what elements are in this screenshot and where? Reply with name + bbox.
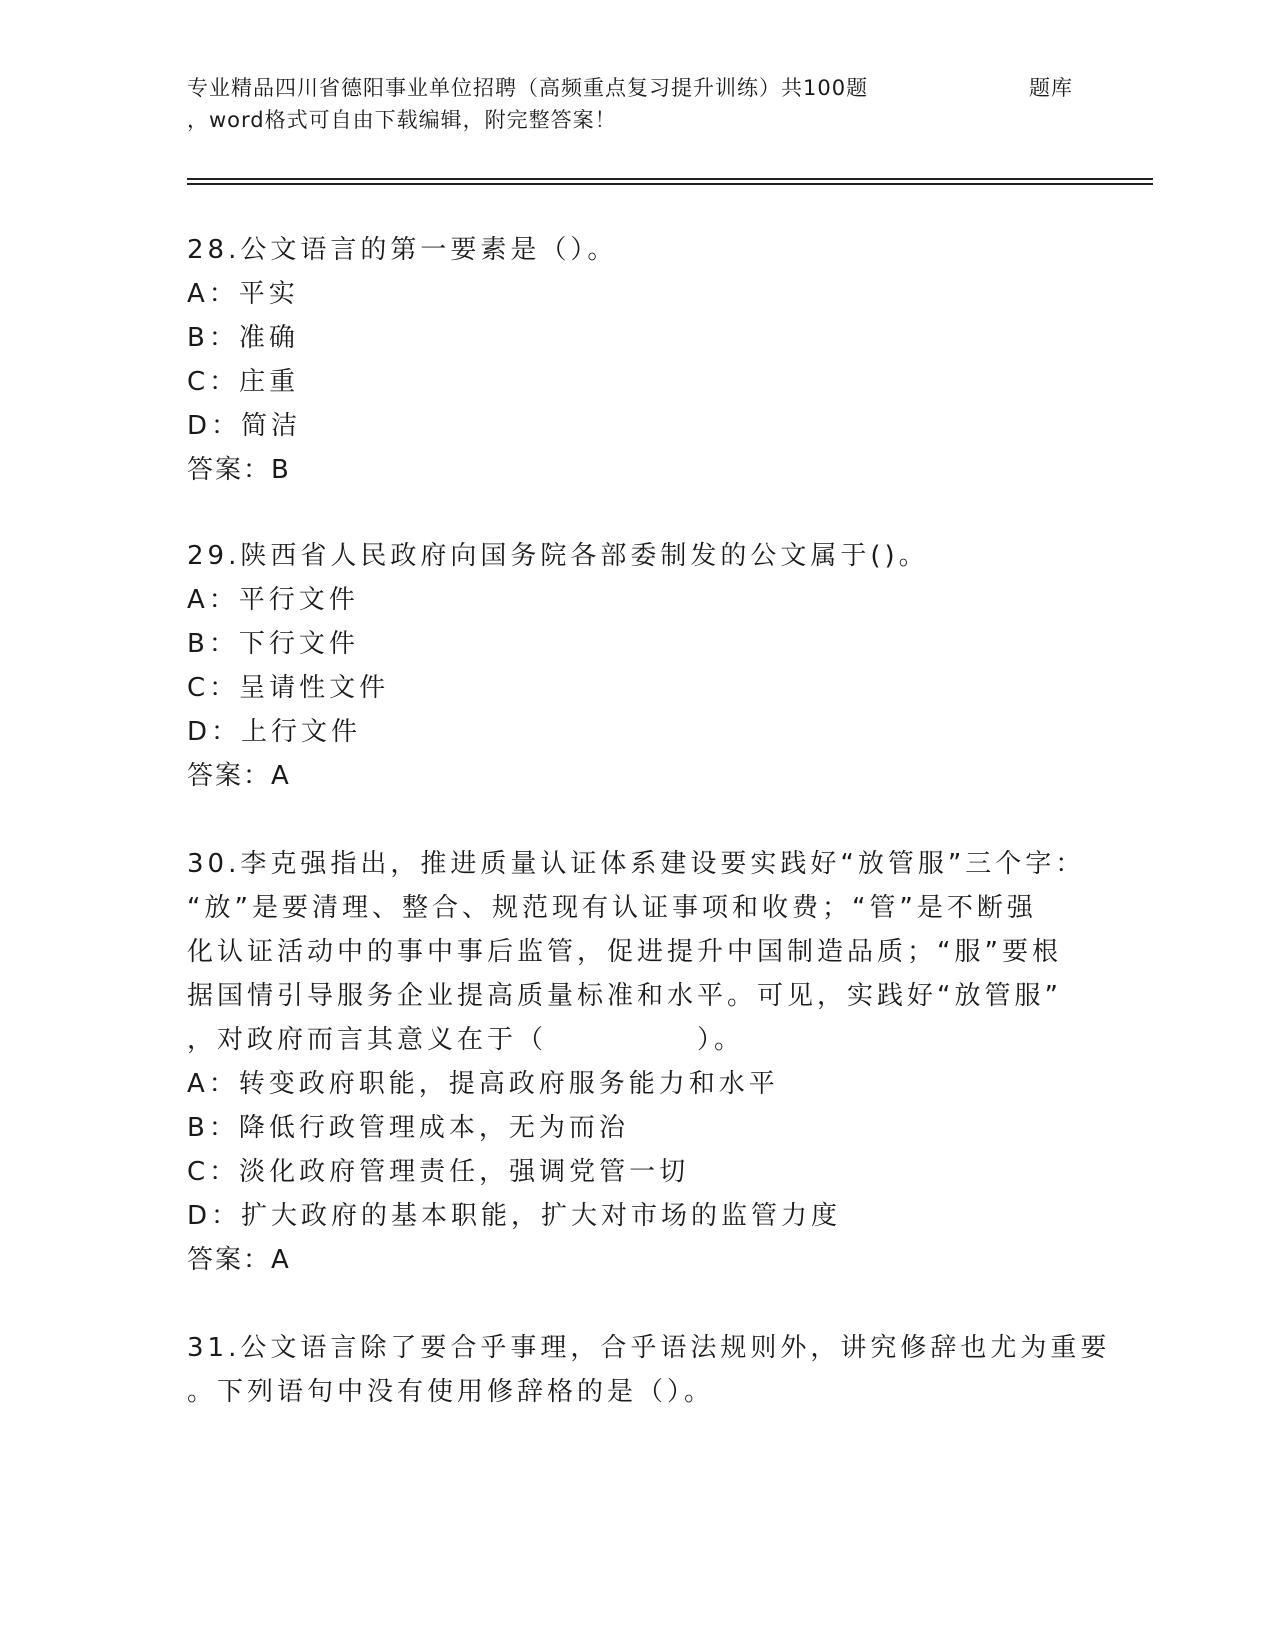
question-29-answer: 答案：A	[187, 761, 291, 791]
question-30-stem-line-5: ，对政府而言其意义在于（ ）。	[187, 1025, 745, 1055]
page-header	[187, 72, 1147, 136]
question-28-stem: 28.公文语言的第一要素是（）。	[187, 235, 618, 265]
question-30-option-c: C：淡化政府管理责任，强调党管一切	[187, 1157, 690, 1187]
question-30-stem-line-2: “放”是要清理、整合、规范现有认证事项和收费；“管”是不断强	[187, 893, 1037, 923]
question-28-option-d: D：简洁	[187, 411, 302, 441]
header-title: 专业精品四川省德阳事业单位招聘（高频重点复习提升训练）共100题	[187, 76, 869, 100]
question-30-answer: 答案：A	[187, 1245, 291, 1275]
question-30-option-d: D：扩大政府的基本职能，扩大对市场的监管力度	[187, 1201, 842, 1231]
question-29-option-d: D：上行文件	[187, 717, 362, 747]
question-28-answer: 答案：B	[187, 455, 291, 485]
question-29-option-b: B：下行文件	[187, 629, 359, 659]
question-31-stem-line-1: 31.公文语言除了要合乎事理，合乎语法规则外，讲究修辞也尤为重要	[187, 1333, 1111, 1363]
question-28-option-c: C：庄重	[187, 367, 300, 397]
header-tag: 题库	[1029, 76, 1073, 100]
header-divider-bottom	[187, 183, 1153, 185]
question-30-option-b: B：降低行政管理成本，无为而治	[187, 1113, 629, 1143]
header-divider-top	[187, 178, 1153, 180]
question-28-option-a: A：平实	[187, 279, 299, 309]
question-29-stem: 29.陕西省人民政府向国务院各部委制发的公文属于()。	[187, 541, 929, 571]
question-30-option-a: A：转变政府职能，提高政府服务能力和水平	[187, 1069, 779, 1099]
header-subtitle: ，word格式可自由下载编辑，附完整答案！	[187, 108, 617, 132]
question-28-option-b: B：准确	[187, 323, 299, 353]
question-29-option-a: A：平行文件	[187, 585, 359, 615]
question-30-stem-line-1: 30.李克强指出，推进质量认证体系建设要实践好“放管服”三个字：	[187, 849, 1086, 879]
question-29-option-c: C：呈请性文件	[187, 673, 390, 703]
question-30-stem-line-3: 化认证活动中的事中事后监管，促进提升中国制造品质；“服”要根	[187, 937, 1062, 967]
question-31-stem-line-2: 。下列语句中没有使用修辞格的是（）。	[187, 1377, 715, 1407]
question-30-stem-line-4: 据国情引导服务企业提高质量标准和水平。可见，实践好“放管服”	[187, 981, 1062, 1011]
